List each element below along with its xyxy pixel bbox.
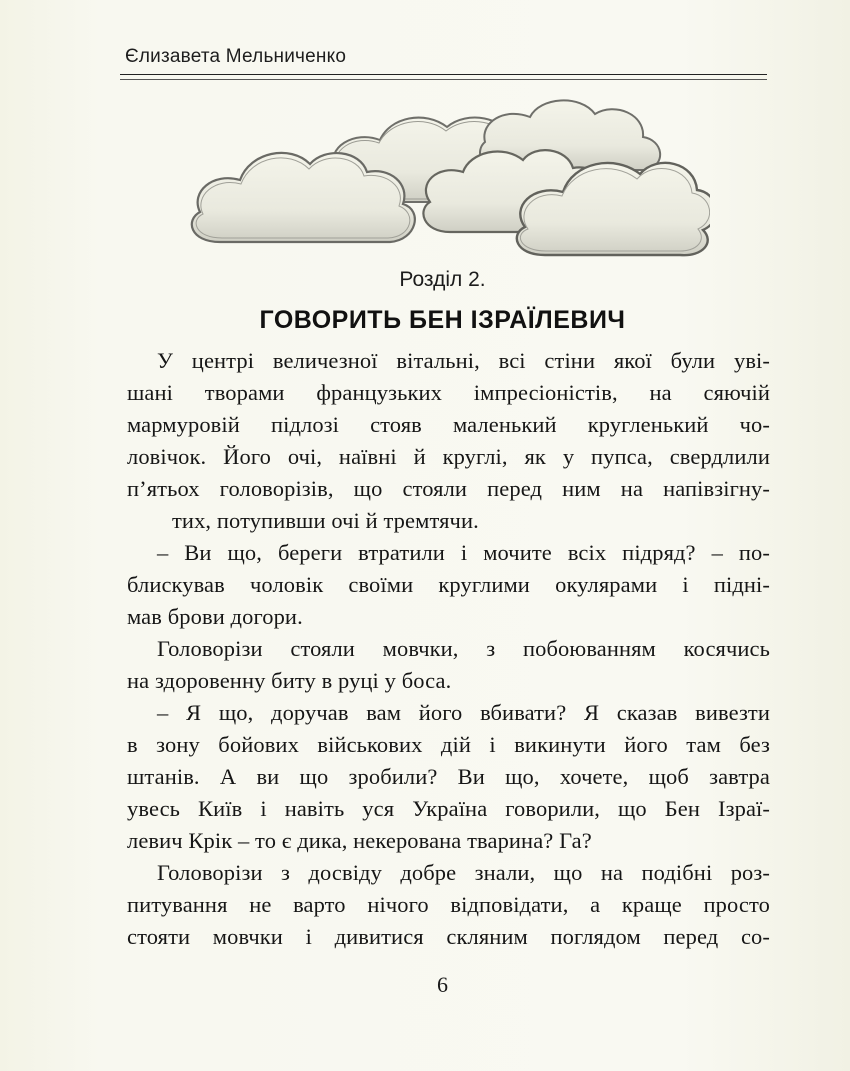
- text-line: ловічок. Його очі, наївні й круглі, як у пупса, свердлили: [127, 444, 770, 469]
- text-line: – Я що, доручав вам його вбивати? Я сказав вивезти: [157, 700, 770, 725]
- text-line: блискував чоловік своїми круглими окулярами і підні-: [127, 572, 770, 597]
- chapter-number: Розділ 2.: [399, 268, 486, 291]
- chapter-title: ГОВОРИТЬ БЕН ІЗРАЇЛЕВИЧ: [259, 306, 626, 334]
- page-number: 6: [437, 972, 448, 997]
- text-line: Головорізи стояли мовчки, з побоюванням косячись: [157, 636, 770, 661]
- text-line: мав брови догори.: [127, 604, 303, 629]
- text-line: п’ятьох головорізів, що стояли перед ним на напівзігну-: [127, 476, 770, 501]
- text-line: – Ви що, береги втратили і мочите всіх підряд? – по-: [157, 540, 770, 565]
- text-line: Головорізи з досвіду добре знали, що на подібні роз-: [157, 860, 770, 885]
- text-line: стояти мовчки і дивитися скляним поглядом перед со-: [127, 924, 770, 949]
- clouds-ornament: [185, 92, 710, 262]
- running-head-author: Єлизавета Мельниченко: [125, 46, 347, 67]
- text-line: увесь Київ і навіть уся Україна говорили, що Бен Ізраї-: [127, 796, 770, 821]
- text-line: мармуровій підлозі стояв маленький кругленький чо-: [127, 412, 770, 437]
- text-line: шані творами французьких імпресіоністів, на сяючій: [127, 380, 770, 405]
- text-line: питування не варто нічого відповідати, а краще просто: [127, 892, 770, 917]
- text-line: штанів. А ви що зробили? Ви що, хочете, щоб завтра: [127, 764, 770, 789]
- text-line: на здоровенну биту в руці у боса.: [127, 668, 452, 693]
- header-rule: [120, 74, 767, 75]
- text-line: в зону бойових військових дій і викинути його там без: [127, 732, 770, 757]
- header-rule-thin: [120, 79, 767, 80]
- text-line: У центрі величезної вітальні, всі стіни якої були уві-: [157, 348, 770, 373]
- text-line: тих, потупивши очі й тремтячи.: [172, 508, 479, 533]
- text-line: левич Крік – то є дика, некерована тварина? Га?: [127, 828, 592, 853]
